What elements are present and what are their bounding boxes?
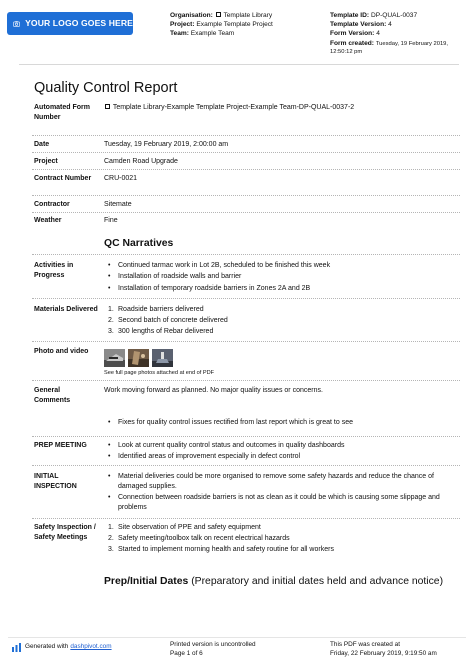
prep-list xyxy=(104,441,462,462)
list-number: 3. xyxy=(108,327,114,335)
row-divider xyxy=(32,169,460,170)
prep-initial-dates-heading xyxy=(104,575,444,589)
activities-list-wrap xyxy=(104,261,462,295)
square-icon xyxy=(105,104,110,109)
list-number: 2. xyxy=(108,316,114,324)
header-divider xyxy=(19,64,459,65)
list-item: • Installation of temporary roadside barriers in Zones 2A and 2B xyxy=(104,284,462,294)
row-divider xyxy=(32,518,460,519)
form-created-line xyxy=(330,39,470,48)
pdf-created-label: This PDF was created at xyxy=(330,641,400,648)
list-item: • Material deliveries could be more organised to remove some safety hazards and reduce the chance of damaged supplies. xyxy=(104,472,462,492)
materials-list xyxy=(104,305,462,336)
footer-created-info xyxy=(330,641,470,659)
field-label: Safety Inspection / Safety Meetings xyxy=(34,524,96,541)
list-item: • Fixes for quality control issues rectified from last report which is great to see xyxy=(104,418,462,428)
automated-form-number-value: Template Library-Example Template Project-Example Team-DP-QUAL-0037-2 xyxy=(112,104,355,111)
list-item: • Look at current quality control status and outcomes in quality dashboards xyxy=(104,441,462,451)
field-label: Weather xyxy=(34,217,62,224)
safety-list xyxy=(104,523,462,554)
row-divider xyxy=(32,380,460,381)
qc-narratives-heading: QC Narratives xyxy=(104,238,174,249)
row-divider xyxy=(32,135,460,136)
contractor-value: Sitemate xyxy=(104,201,132,208)
general-comments-wrap xyxy=(104,386,462,396)
photo-thumbnail-1[interactable] xyxy=(104,349,125,367)
initial-list xyxy=(104,472,462,513)
list-item: • Installation of roadside walls and barrier xyxy=(104,272,462,282)
row-divider xyxy=(32,436,460,437)
dashpivot-logo-icon xyxy=(12,643,21,652)
uncontrolled-notice: Printed version is uncontrolled xyxy=(170,641,256,648)
list-number: 2. xyxy=(108,534,114,542)
footer-print-info xyxy=(170,641,310,659)
template-version-line xyxy=(330,20,470,29)
activities-list xyxy=(104,261,462,293)
list-text: Safety meeting/toolbox talk on recent electrical hazards xyxy=(118,534,290,542)
template-id-line xyxy=(330,11,470,20)
project-value: Example Template Project xyxy=(196,21,273,29)
list-text: Second batch of concrete delivered xyxy=(118,316,228,324)
form-version-value: 4 xyxy=(376,30,380,38)
project-name-value: Camden Road Upgrade xyxy=(104,158,178,165)
field-label: Project xyxy=(34,158,58,165)
list-item: • Continued tarmac work in Lot 2B, scheduled to be finished this week xyxy=(104,261,462,271)
initial-list-wrap xyxy=(104,472,462,514)
weather-value: Fine xyxy=(104,217,118,224)
page-title: Quality Control Report xyxy=(34,80,178,96)
page-header xyxy=(0,0,474,62)
field-label: INITIAL INSPECTION xyxy=(34,473,77,490)
prep-dates-heading-bold: Prep/Initial Dates xyxy=(104,576,189,587)
field-label: Materials Delivered xyxy=(34,306,98,313)
list-number: 1. xyxy=(108,524,114,531)
prep-dates-heading-note: (Preparatory and initial dates held and advance notice) xyxy=(188,576,444,587)
field-label: Contractor xyxy=(34,201,70,208)
row-divider xyxy=(32,152,460,153)
header-template-info xyxy=(330,11,470,56)
prep-list-wrap xyxy=(104,441,462,464)
footer-generated xyxy=(12,643,112,652)
list-item xyxy=(104,534,462,544)
project-label: Project: xyxy=(170,21,195,29)
list-item: • Connection between roadside barriers is not as clean as it could be which is causing some slippage and problems xyxy=(104,493,462,513)
logo-camera-icon xyxy=(13,17,20,31)
list-item: • Identified areas of improvement especially in defect control xyxy=(104,452,462,462)
general-list-wrap xyxy=(104,418,462,429)
form-created-label: Form created: xyxy=(330,39,374,47)
date-value: Tuesday, 19 February 2019, 2:00:00 am xyxy=(104,141,229,148)
list-text: Roadside barriers delivered xyxy=(118,306,204,313)
photo-thumbnails xyxy=(104,349,462,367)
field-value xyxy=(104,103,462,113)
materials-list-wrap xyxy=(104,305,462,337)
logo-text: YOUR LOGO GOES HERE xyxy=(25,17,133,28)
field-label: General Comments xyxy=(34,387,71,404)
row-divider xyxy=(32,341,460,342)
photos-wrap xyxy=(104,347,462,378)
square-icon xyxy=(216,12,221,17)
general-comments-text: Work moving forward as planned. No major quality issues or concerns. xyxy=(104,387,323,394)
template-version-value: 4 xyxy=(388,21,392,29)
list-item xyxy=(104,523,462,533)
list-item xyxy=(104,305,462,315)
template-id-label: Template ID: xyxy=(330,12,370,19)
photo-note: See full page photos attached at end of PDF xyxy=(104,370,215,376)
photo-thumbnail-2[interactable] xyxy=(128,349,149,367)
row-divider xyxy=(32,254,460,255)
row-divider xyxy=(32,212,460,213)
list-item xyxy=(104,327,462,337)
organisation-value: Template Library xyxy=(223,12,273,19)
header-org-info xyxy=(170,11,320,39)
organisation-line xyxy=(170,11,320,20)
generated-prefix: Generated with xyxy=(25,643,69,651)
footer-divider xyxy=(8,637,466,638)
photo-thumbnail-3[interactable] xyxy=(152,349,173,367)
team-value: Example Team xyxy=(190,30,235,38)
field-label: Activities in Progress xyxy=(34,262,74,279)
list-text: Started to implement morning health and safety routine for all workers xyxy=(118,545,334,553)
project-line xyxy=(170,20,320,29)
field-label: PREP MEETING xyxy=(34,442,87,449)
field-label: Automated Form Number xyxy=(34,104,90,121)
list-number: 3. xyxy=(108,545,114,553)
form-version-line xyxy=(330,29,470,38)
form-created-value: Tuesday, 19 February 2019, xyxy=(375,40,449,47)
row-divider xyxy=(32,465,460,466)
list-text: 300 lengths of Rebar delivered xyxy=(118,327,214,335)
organisation-label: Organisation: xyxy=(170,12,213,19)
list-item xyxy=(104,545,462,555)
team-label: Team: xyxy=(170,30,189,38)
template-version-label: Template Version: xyxy=(330,21,387,29)
list-number: 1. xyxy=(108,306,114,313)
row-divider xyxy=(32,195,460,196)
field-label: Contract Number xyxy=(34,175,92,182)
row-divider xyxy=(32,298,460,299)
safety-list-wrap xyxy=(104,523,462,555)
company-logo xyxy=(7,12,133,35)
team-line xyxy=(170,29,320,38)
list-text: Site observation of PPE and safety equipment xyxy=(118,524,261,531)
field-label: Date xyxy=(34,141,50,148)
field-label: Photo and video xyxy=(34,348,89,355)
page-number: Page 1 of 6 xyxy=(170,649,203,657)
form-created-time: 12:50:12 pm xyxy=(330,48,363,55)
general-list xyxy=(104,418,462,428)
dashpivot-link[interactable]: dashpivot.com xyxy=(70,643,112,651)
pdf-created-date: Friday, 22 February 2019, 9:19:50 am xyxy=(330,649,437,657)
form-version-label: Form Version: xyxy=(330,30,375,38)
template-id-value: DP-QUAL-0037 xyxy=(370,12,418,19)
list-item xyxy=(104,316,462,326)
contract-number-value: CRU-0021 xyxy=(104,175,138,182)
